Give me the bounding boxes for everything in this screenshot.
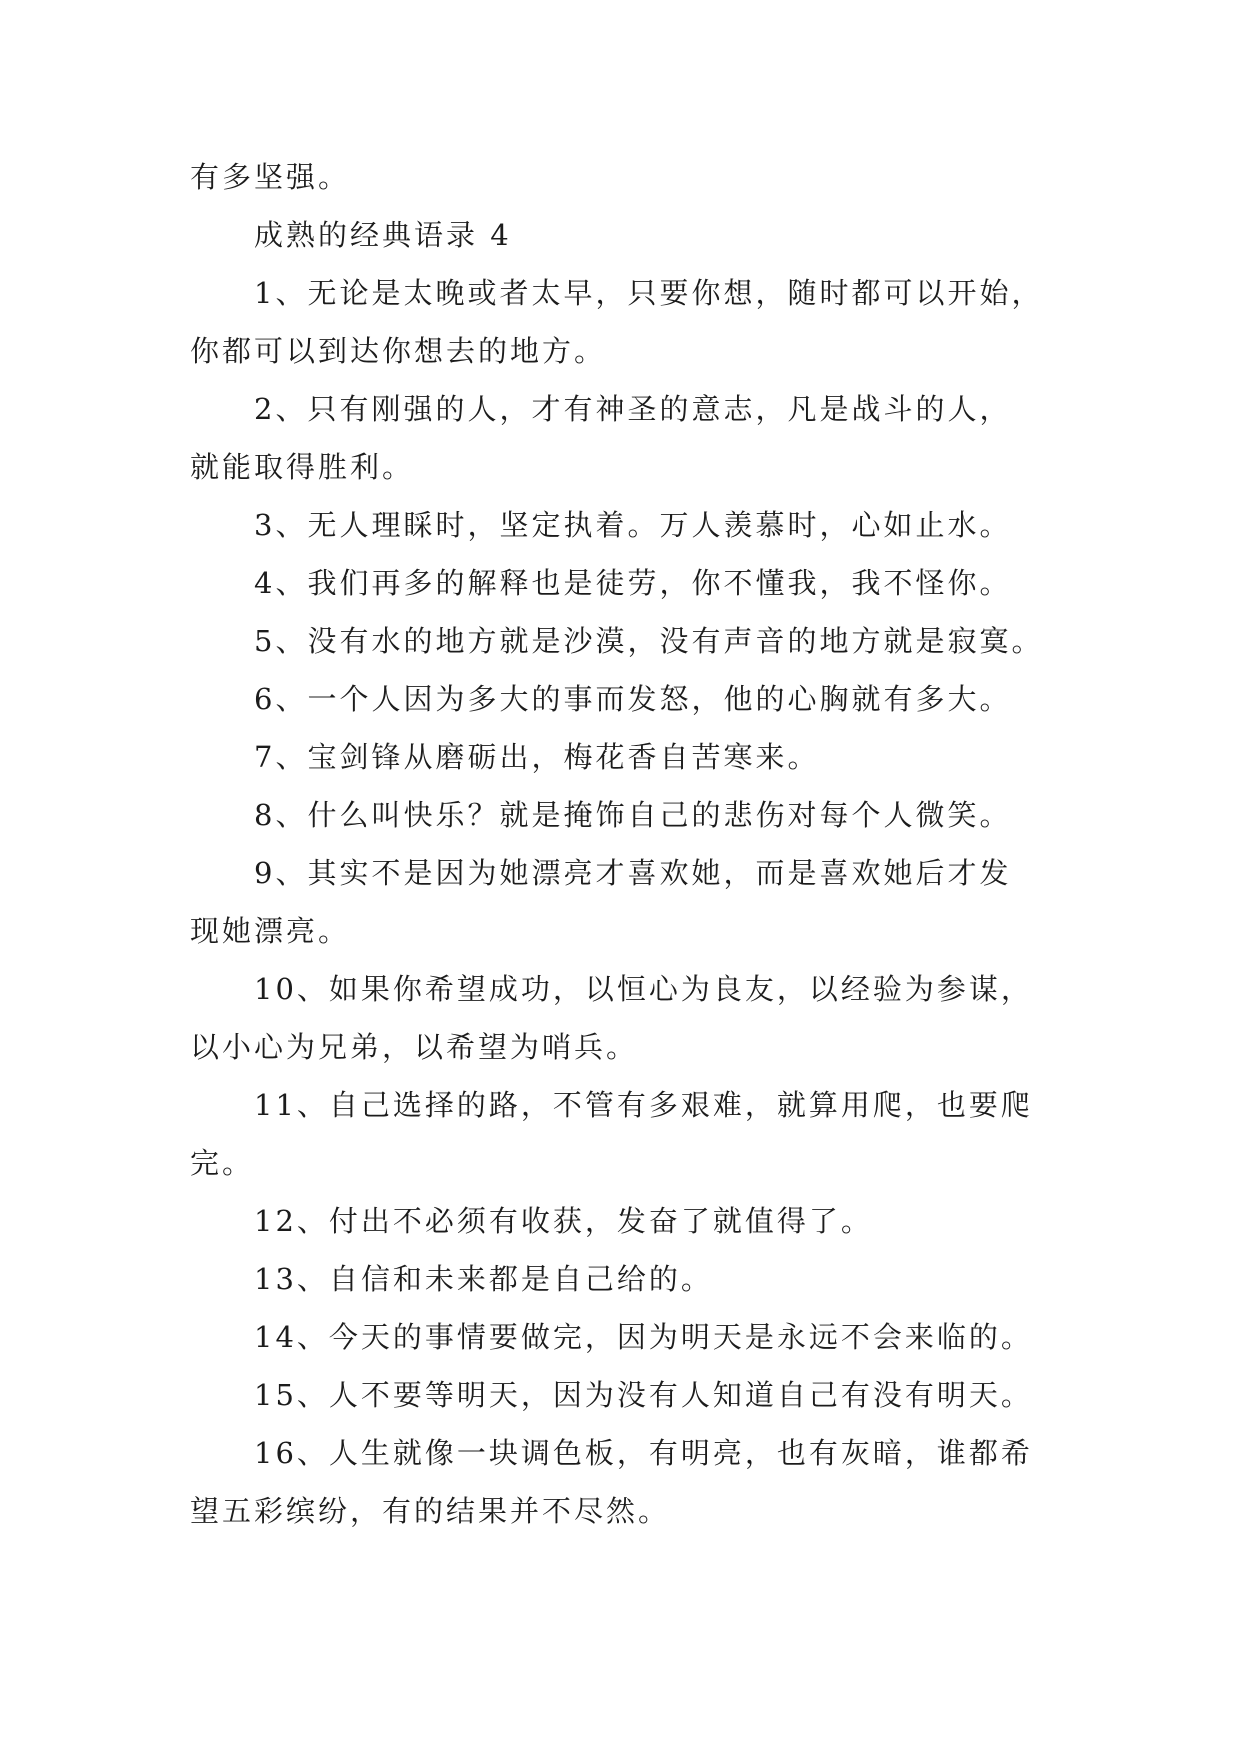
- quote-6: 6、一个人因为多大的事而发怒，他的心胸就有多大。: [254, 682, 1012, 716]
- quote-2-line-2: 就能取得胜利。: [190, 450, 415, 484]
- text-line-1: 有多坚强。: [190, 160, 351, 194]
- quote-3: 3、无人理睬时，坚定执着。万人羡慕时，心如止水。: [254, 508, 1012, 542]
- quote-10-line-2: 以小心为兄弟，以希望为哨兵。: [190, 1030, 639, 1064]
- quote-5: 5、没有水的地方就是沙漠，没有声音的地方就是寂寞。: [254, 624, 1044, 658]
- quote-1-line-1: 1、无论是太晚或者太早，只要你想，随时都可以开始，: [254, 276, 1044, 310]
- quote-11-line-2: 完。: [190, 1146, 255, 1180]
- section-heading: 成熟的经典语录 4: [254, 218, 512, 252]
- quote-12: 12、付出不必须有收获，发奋了就值得了。: [254, 1204, 873, 1238]
- quote-16-line-1: 16、人生就像一块调色板，有明亮，也有灰暗，谁都希: [254, 1436, 1033, 1470]
- document-body: [190, 148, 1070, 1540]
- quote-14: 14、今天的事情要做完，因为明天是永远不会来临的。: [254, 1320, 1033, 1354]
- quote-4: 4、我们再多的解释也是徒劳，你不懂我，我不怪你。: [254, 566, 1012, 600]
- quote-1-line-2: 你都可以到达你想去的地方。: [190, 334, 607, 368]
- quote-8: 8、什么叫快乐？就是掩饰自己的悲伤对每个人微笑。: [254, 798, 1012, 832]
- quote-13: 13、自信和未来都是自己给的。: [254, 1262, 713, 1296]
- quote-9-line-1: 9、其实不是因为她漂亮才喜欢她，而是喜欢她后才发: [254, 856, 1012, 890]
- quote-10-line-1: 10、如果你希望成功，以恒心为良友，以经验为参谋，: [254, 972, 1033, 1006]
- quote-11-line-1: 11、自己选择的路，不管有多艰难，就算用爬，也要爬: [254, 1088, 1033, 1122]
- quote-15: 15、人不要等明天，因为没有人知道自己有没有明天。: [254, 1378, 1033, 1412]
- quote-9-line-2: 现她漂亮。: [190, 914, 351, 948]
- quote-16-line-2: 望五彩缤纷，有的结果并不尽然。: [190, 1494, 671, 1528]
- quote-7: 7、宝剑锋从磨砺出，梅花香自苦寒来。: [254, 740, 820, 774]
- quote-2-line-1: 2、只有刚强的人，才有神圣的意志，凡是战斗的人，: [254, 392, 1012, 426]
